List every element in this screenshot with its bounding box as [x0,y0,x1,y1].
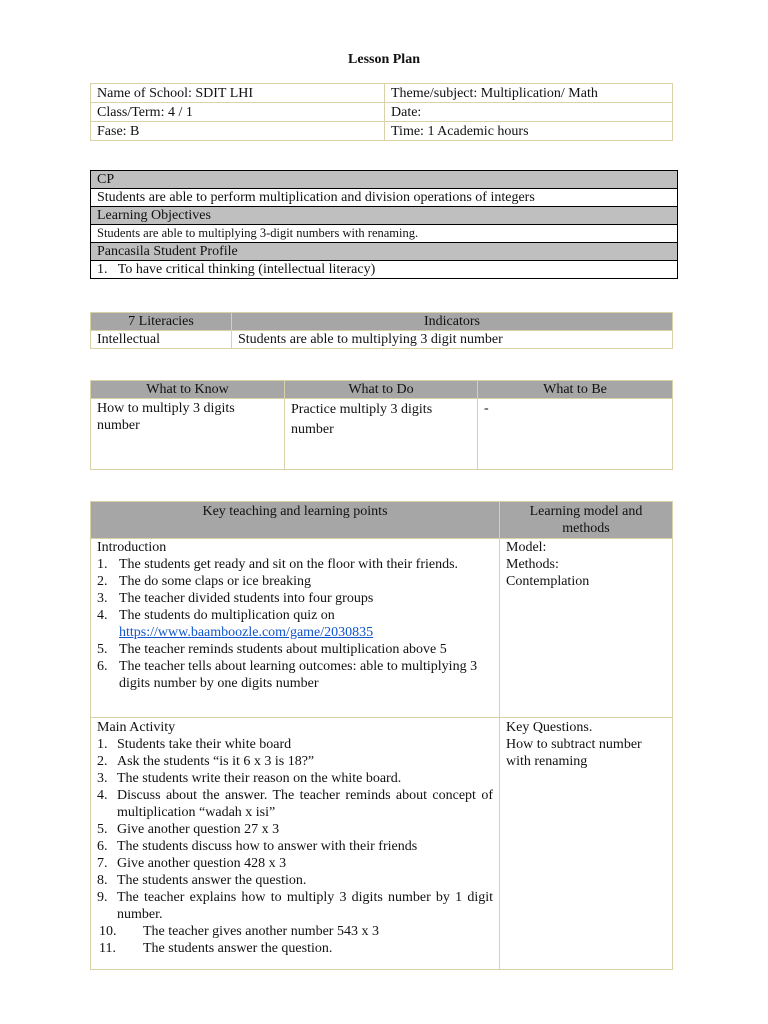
what-to-know-text: How to multiply 3 digits number [91,399,285,470]
time-cell: Time: 1 Academic hours [385,122,673,141]
literacies-table [90,312,673,349]
list-item: 4. The students do multiplication quiz on https://www.baamboozle.com/game/2030835 [97,608,374,640]
literacies-header: 7 Literacies [91,313,232,331]
key-points-header: Key teaching and learning points [91,502,500,539]
date-cell: Date: [385,103,673,122]
cp-header: CP [91,171,678,189]
list-item: 7. Give another question 428 x 3 [97,856,287,871]
list-item: 5. The teacher reminds students about multiplication above 5 [97,642,447,657]
quiz-link[interactable]: https://www.baamboozle.com/game/2030835 [119,625,374,640]
indicators-header: Indicators [232,313,673,331]
objectives-text: Students are able to multiplying 3-digit numbers with renaming. [91,225,678,243]
introduction-cell [91,539,500,718]
page-title: Lesson Plan [348,52,420,67]
list-item: 11. The students answer the question. [99,941,333,956]
profile-item-number: 1. [97,262,108,277]
list-item: 3. The students write their reason on the white board. [97,771,402,786]
list-item: 1. Students take their white board [97,737,292,752]
key-questions-label: Key Questions. [506,720,593,735]
theme-cell: Theme/subject: Multiplication/ Math [385,84,673,103]
info-table [90,83,673,141]
what-to-be-text: - [478,399,673,470]
list-item: 2. Ask the students “is it 6 x 3 is 18?” [97,754,315,769]
fase-cell: Fase: B [91,122,385,141]
know-do-be-table [90,380,673,470]
main-activity-steps [97,736,493,957]
introduction-model-cell [500,539,673,718]
indicator-cell: Students are able to multiplying 3 digit number [232,331,673,349]
list-item: 8. The students answer the question. [97,873,307,888]
cp-table [90,170,678,279]
what-to-know-header: What to Know [91,381,285,399]
list-item: 1. The students get ready and sit on the floor with their friends. [97,557,459,572]
list-item: 5. Give another question 27 x 3 [97,822,280,837]
key-question-text: How to subtract number with renaming [506,737,642,769]
profile-item [91,261,678,279]
list-item: 10. The teacher gives another number 543 x 3 [99,924,379,939]
introduction-steps [97,556,493,692]
what-to-do-text: Practice multiply 3 digits number [285,399,478,470]
school-name-cell: Name of School: SDIT LHI [91,84,385,103]
teaching-points-table [90,501,673,970]
method-value: Contemplation [506,574,590,589]
introduction-label: Introduction [97,540,167,555]
main-activity-questions-cell [500,718,673,970]
list-item: 2. The do some claps or ice breaking [97,574,312,589]
what-to-do-header: What to Do [285,381,478,399]
list-item: 4. Discuss about the answer. The teacher reminds about concept of multiplication “wadah x isi” [97,788,493,820]
literacy-cell: Intellectual [91,331,232,349]
list-item: 9. The teacher explains how to multiply 3 digits number by 1 digit number. [97,890,493,922]
methods-label: Methods: [506,557,559,572]
list-item: 6. The teacher tells about learning outcomes: able to multiplying 3 digits number by one digits number [97,659,478,691]
model-label: Model: [506,540,547,555]
what-to-be-header: What to Be [478,381,673,399]
class-term-cell: Class/Term: 4 / 1 [91,103,385,122]
main-activity-cell [91,718,500,970]
model-methods-header: Learning model and methods [500,502,673,539]
profile-item-text: To have critical thinking (intellectual literacy) [117,262,376,277]
profile-header: Pancasila Student Profile [91,243,678,261]
list-item: 3. The teacher divided students into four groups [97,591,374,606]
cp-text: Students are able to perform multiplication and division operations of integers [91,189,678,207]
main-activity-label: Main Activity [97,720,176,735]
list-item: 6. The students discuss how to answer with their friends [97,839,418,854]
objectives-header: Learning Objectives [91,207,678,225]
